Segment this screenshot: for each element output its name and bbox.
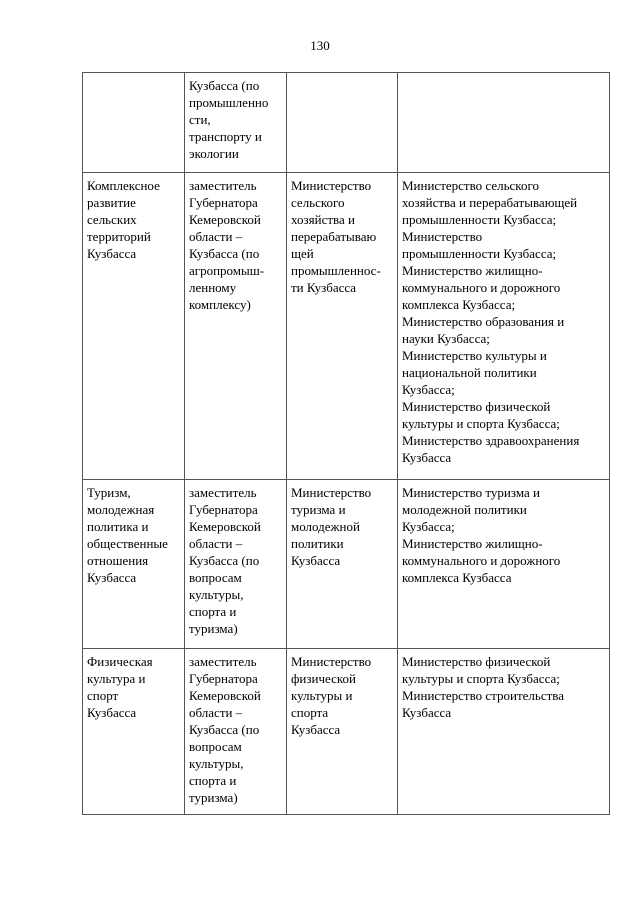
- deputy-cell: заместитель Губернатора Кемеровской области – Кузбасса (по вопросам культуры, спорта и туризма): [185, 649, 287, 815]
- table-row: [83, 173, 610, 480]
- deputy-cell: Кузбасса (по промышленно сти, транспорту и экологии: [185, 73, 287, 173]
- responsible-cell: Министерство сельского хозяйства и перерабатываю щей промышленнос- ти Кузбасса: [287, 173, 398, 480]
- table-row: [83, 73, 610, 173]
- direction-cell: Туризм, молодежная политика и общественные отношения Кузбасса: [83, 480, 185, 649]
- participants-cell: Министерство сельского хозяйства и перерабатывающей промышленности Кузбасса; Министерство промышленности Кузбасса; Министерство жилищно- коммунального и дорожного комплекса Кузбасса; Министерство образования и науки Кузбасса; Министерство культуры и национальной политики Кузбасса; Министерство физической культуры и спорта Кузбасса; Министерство здравоохранения Кузбасса: [398, 173, 610, 480]
- program-table: [82, 72, 610, 815]
- participants-cell: Министерство туризма и молодежной политики Кузбасса; Министерство жилищно- коммунального и дорожного комплекса Кузбасса: [398, 480, 610, 649]
- responsible-cell: [287, 73, 398, 173]
- responsible-cell: Министерство физической культуры и спорта Кузбасса: [287, 649, 398, 815]
- deputy-cell: заместитель Губернатора Кемеровской области – Кузбасса (по агропромыш- ленному комплексу): [185, 173, 287, 480]
- participants-cell: [398, 73, 610, 173]
- table-row: [83, 649, 610, 815]
- participants-cell: Министерство физической культуры и спорта Кузбасса; Министерство строительства Кузбасса: [398, 649, 610, 815]
- responsible-cell: Министерство туризма и молодежной политики Кузбасса: [287, 480, 398, 649]
- deputy-cell: заместитель Губернатора Кемеровской области – Кузбасса (по вопросам культуры, спорта и туризма): [185, 480, 287, 649]
- direction-cell: Комплексное развитие сельских территорий Кузбасса: [83, 173, 185, 480]
- direction-cell: Физическая культура и спорт Кузбасса: [83, 649, 185, 815]
- table-row: [83, 480, 610, 649]
- direction-cell: [83, 73, 185, 173]
- page-number: 130: [310, 38, 330, 53]
